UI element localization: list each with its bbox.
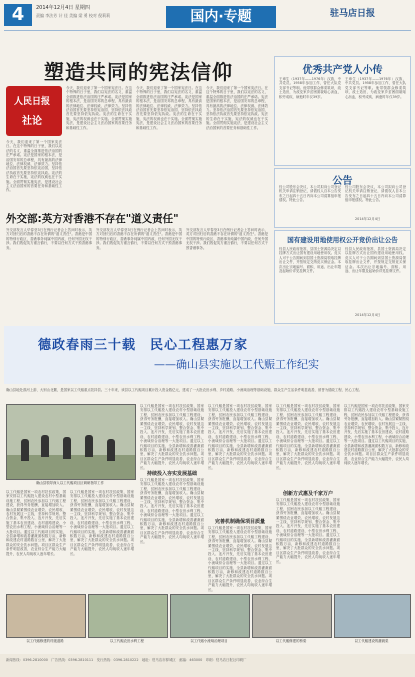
notice-body-col1: 经公司股东会决议，本公司拟向公司登记机关申请注销登记，请债权人自本公告发布之日起四十五日内向本公司清算组申报债权。特此公告。 xyxy=(279,185,341,203)
editorial-body-col1: 今天，我们迎来了第一个国家宪法日。在这个特殊的日子里，我们以宪法的名义，重温全面推进依法治国的庄严承诺。宪法是国家的根本法，是治国安邦的总章程，具有最高的法律地位、法律权威、法律效力。坚持依法治国首先要坚持依宪治国，坚持依法执政首先要坚持依宪执政。宪法的生命在于实施，宪法的权威也在于实施。全面贯彻实施宪法，是建设社会主义法治国家的首要任务和基础性工作。 xyxy=(66,86,132,130)
mfa-body-col3: 外交部发言人华春莹3日在例行记者会上答问时表示，英方对回归后的香港不存在所谓的"道义责任"。香港是中国的特别行政区，香港事务纯属中国内政，任何外国无权干涉。我们敦促英方谨言慎行，不要以任何方式干预香港事务。 xyxy=(186,228,268,250)
editor-credits: 责编 李法芳 计 佳 美编 梁 勇 校对 倪莉莉 xyxy=(36,13,111,18)
bottom-photo-4 xyxy=(252,594,332,638)
land-notice-body-col1: 经县人民政府批准，县国土资源局决定以挂牌方式出让国有建设用地使用权。竞买人可于公告期间到县国土资源局领取挂牌出让文件，并按规定交纳竞买保证金。本次出让宗地编号、面积、用途、出让年限及起始价详见挂牌文件。 xyxy=(279,247,341,274)
mfa-body-col1: 外交部发言人华春莹3日在例行记者会上答问时表示，英方对回归后的香港不存在所谓的"道义责任"。香港是中国的特别行政区，香港事务纯属中国内政，任何外国无权干涉。我们敦促英方谨言慎行，不要以任何方式干预香港事务。 xyxy=(6,228,92,250)
page-header xyxy=(0,0,415,48)
editorial-body-col2: 今天，我们迎来了第一个国家宪法日。在这个特殊的日子里，我们以宪法的名义，重温全面推进依法治国的庄严承诺。宪法是国家的根本法，是治国安邦的总章程，具有最高的法律地位、法律权威、法律效力。坚持依法治国首先要坚持依宪治国，坚持依法执政首先要坚持依宪执政。宪法的生命在于实施，宪法的权威也在于实施。全面贯彻实施宪法，是建设社会主义法治国家的首要任务和基础性工作。 xyxy=(136,86,202,130)
notice-body-col2: 经公司股东会决议，本公司拟向公司登记机关申请注销登记，请债权人自本公告发布之日起四十五日内向本公司清算组申报债权。特此公告。 xyxy=(345,185,406,203)
land-notice-title: 国有建设用地使用权公开竞价出让公告 xyxy=(287,236,398,244)
notice-box xyxy=(274,168,411,228)
feature-photo-caption: 确山县领导深入以工代赈项目区调研指导工作 xyxy=(36,481,104,485)
land-notice-body-col2: 经县人民政府批准，县国土资源局决定以挂牌方式出让国有建设用地使用权。竞买人可于公告期间到县国土资源局领取挂牌出让文件，并按规定交纳竞买保证金。本次出让宗地编号、面积、用途、出让年限及起始价详见挂牌文件。 xyxy=(345,247,406,274)
feature-body-col4b: 以工代赈是国家一项农村扶贫政策，国家安排以工代赈投入建设农村小型基础设施工程，贫困农民参加以工代赈工程建设，获得劳务报酬，直接增加收入。确山县紧紧围绕农业增效、农民增收、农村发展这一主线，坚持科学规划、整合资金、集中投入、连片开发，先后实施了基本农田建设、农村道路建设、小型农田水利工程、小流域综合治理等一大批项目。通过以工代赈项目的实施，全县新增和改善灌溉面积数万亩，新修和改建农村道路数百公里，解决了大批群众的安全饮水问题。项目区群众生产条件明显改善，农业综合生产能力大幅提升，农民人均纯收入逐年增长。 xyxy=(208,526,272,592)
feature-subheadline: ——确山县实施以工代赈工作纪实 xyxy=(154,358,319,371)
feature-subtitle-c: 创新方式惠及千家万户 xyxy=(282,491,333,497)
feature-subtitle-b: 完善机制确保项目质量 xyxy=(214,519,265,525)
bottom-caption-5: 以工代赈建设的灌溉渠 xyxy=(354,639,389,643)
mfa-body-col2: 外交部发言人华春莹3日在例行记者会上答问时表示，英方对回归后的香港不存在所谓的"道义责任"。香港是中国的特别行政区，香港事务纯属中国内政，任何外国无权干涉。我们敦促英方谨言慎行，不要以任何方式干预香港事务。 xyxy=(96,228,182,250)
section-title: 国内·专题 xyxy=(166,6,276,28)
photo-person xyxy=(85,435,93,457)
feature-photo xyxy=(6,404,136,480)
bottom-caption-2: 以工代赈农田水利工程 xyxy=(110,639,144,643)
photo-person xyxy=(63,437,71,459)
feature-body-col5b: 以工代赈是国家一项农村扶贫政策，国家安排以工代赈投入建设农村小型基础设施工程，贫困农民参加以工代赈工程建设，获得劳务报酬，直接增加收入。确山县紧紧围绕农业增效、农民增收、农村发展这一主线，坚持科学规划、整合资金、集中投入、连片开发，先后实施了基本农田建设、农村道路建设、小型农田水利工程、小流域综合治理等一大批项目。通过以工代赈项目的实施，全县新增和改善灌溉面积数万亩，新修和改建农村道路数百公里，解决了大批群众的安全饮水问题。项目区群众生产条件明显改善，农业综合生产能力大幅提升，农民人均纯收入逐年增长。 xyxy=(276,498,340,564)
land-notice-date: 2014年12月4日 xyxy=(355,313,381,317)
bottom-photo-5 xyxy=(334,594,411,638)
notice-date: 2014年12月4日 xyxy=(355,217,381,221)
profile-body-col1: 王章生（1937年——1976年）汉族，中共党员。1958年参加工作，曾任大队党支部书记等职。他带领群众修渠筑坝，改土造田，为改变家乡贫困面貌呕心沥血，积劳成疾，病逝时年仅39岁。 xyxy=(279,77,341,99)
feature-body-col3: 以工代赈是国家一项农村扶贫政策，国家安排以工代赈投入建设农村小型基础设施工程，贫困农民参加以工代赈工程建设，获得劳务报酬，直接增加收入。确山县紧紧围绕农业增效、农民增收、农村发展这一主线，坚持科学规划、整合资金、集中投入、连片开发，先后实施了基本农田建设、农村道路建设、小型农田水利工程、小流域综合治理等一大批项目。通过以工代赈项目的实施，全县新增和改善灌溉面积数万亩，新修和改建农村道路数百公里，解决了大批群众的安全饮水问题。项目区群众生产条件明显改善，农业综合生产能力大幅提升，农民人均纯收入逐年增长。 xyxy=(140,404,204,470)
bottom-caption-1: 以工代赈修建的村级道路 xyxy=(26,639,64,643)
header-divider xyxy=(4,30,411,31)
profile-box xyxy=(274,56,411,166)
feature-body-col4: 以工代赈是国家一项农村扶贫政策，国家安排以工代赈投入建设农村小型基础设施工程，贫困农民参加以工代赈工程建设，获得劳务报酬，直接增加收入。确山县紧紧围绕农业增效、农民增收、农村发展这一主线，坚持科学规划、整合资金、集中投入、连片开发，先后实施了基本农田建设、农村道路建设、小型农田水利工程、小流域综合治理等一大批项目。通过以工代赈项目的实施，全县新增和改善灌溉面积数万亩，新修和改建农村道路数百公里，解决了大批群众的安全饮水问题。项目区群众生产条件明显改善，农业综合生产能力大幅提升，农民人均纯收入逐年增长。 xyxy=(208,404,272,470)
feature-headline: 德政春雨三十载 民心工程惠万家 xyxy=(38,338,249,353)
stamp-label: 社论 xyxy=(22,116,42,127)
profile-title: 优秀共产党人小传 xyxy=(302,65,383,76)
feature-subtitle-a: 持续投入夯实发展基础 xyxy=(146,471,197,477)
feature-body-col2: 以工代赈是国家一项农村扶贫政策，国家安排以工代赈投入建设农村小型基础设施工程，贫困农民参加以工代赈工程建设，获得劳务报酬，直接增加收入。确山县紧紧围绕农业增效、农民增收、农村发展这一主线，坚持科学规划、整合资金、集中投入、连片开发，先后实施了基本农田建设、农村道路建设、小型农田水利工程、小流域综合治理等一大批项目。通过以工代赈项目的实施，全县新增和改善灌溉面积数万亩，新修和改建农村道路数百公里，解决了大批群众的安全饮水问题。项目区群众生产条件明显改善，农业综合生产能力大幅提升，农民人均纯收入逐年增长。 xyxy=(70,490,134,556)
editorial-stamp xyxy=(6,86,62,136)
issue-date: 2014年12月4日 星期四 xyxy=(36,5,90,11)
feature-body-col6: 以工代赈是国家一项农村扶贫政策，国家安排以工代赈投入建设农村小型基础设施工程，贫困农民参加以工代赈工程建设，获得劳务报酬，直接增加收入。确山县紧紧围绕农业增效、农民增收、农村发展这一主线，坚持科学规划、整合资金、集中投入、连片开发，先后实施了基本农田建设、农村道路建设、小型农田水利工程、小流域综合治理等一大批项目。通过以工代赈项目的实施，全县新增和改善灌溉面积数万亩，新修和改建农村道路数百公里，解决了大批群众的安全饮水问题。项目区群众生产条件明显改善，农业综合生产能力大幅提升，农民人均纯收入逐年增长。 xyxy=(344,404,409,466)
feature-banner xyxy=(4,326,411,384)
bottom-photo-2 xyxy=(88,594,168,638)
photo-person xyxy=(107,439,115,461)
page-footer xyxy=(0,654,415,677)
feature-body-col1: 以工代赈是国家一项农村扶贫政策，国家安排以工代赈投入建设农村小型基础设施工程，贫困农民参加以工代赈工程建设，获得劳务报酬，直接增加收入。确山县紧紧围绕农业增效、农民增收、农村发展这一主线，坚持科学规划、整合资金、集中投入、连片开发，先后实施了基本农田建设、农村道路建设、小型农田水利工程、小流域综合治理等一大批项目。通过以工代赈项目的实施，全县新增和改善灌溉面积数万亩，新修和改建农村道路数百公里，解决了大批群众的安全饮水问题。项目区群众生产条件明显改善，农业综合生产能力大幅提升，农民人均纯收入逐年增长。 xyxy=(6,490,66,556)
feature-intro: 确山县地处淮河上游、大别山北麓，是国家以工代赈重点扶持县。三十年来，该县以工代赈项目累计投入资金数亿元，建成了一大批农田水利、乡村道路、小流域治理等基础设施，群众生产生活条件明显改善，被誉为德政工程、民心工程。 xyxy=(6,388,363,392)
footer-text: 新闻热线：0396-2810000 广告热线：0396-2810111 发行热线：0396-2810222 地址：驻马店市驿城区 邮编：463000 印刷：驻马店日报社印刷厂 xyxy=(6,658,247,662)
mfa-headline: 外交部:英方对香港不存在"道义责任" xyxy=(6,213,179,225)
page-number: 4 xyxy=(4,4,32,26)
bottom-photo-1 xyxy=(6,594,86,638)
profile-body-col2: 王章生（1937年——1976年）汉族，中共党员。1958年参加工作，曾任大队党支部书记等职。他带领群众修渠筑坝，改土造田，为改变家乡贫困面貌呕心沥血，积劳成疾，病逝时年仅39岁。 xyxy=(345,77,406,99)
bottom-caption-4: 以工代赈修建的桥梁 xyxy=(275,639,307,643)
editorial-body-col3: 今天，我们迎来了第一个国家宪法日。在这个特殊的日子里，我们以宪法的名义，重温全面推进依法治国的庄严承诺。宪法是国家的根本法，是治国安邦的总章程，具有最高的法律地位、法律权威、法律效力。坚持依法治国首先要坚持依宪治国，坚持依法执政首先要坚持依宪执政。宪法的生命在于实施，宪法的权威也在于实施。全面贯彻实施宪法，是建设社会主义法治国家的首要任务和基础性工作。 xyxy=(206,86,268,130)
stamp-paper: 人民日报 xyxy=(14,97,51,107)
photo-person xyxy=(41,435,49,457)
bottom-photo-3 xyxy=(170,594,250,638)
notice-title: 公告 xyxy=(332,176,353,187)
feature-body-col5: 以工代赈是国家一项农村扶贫政策，国家安排以工代赈投入建设农村小型基础设施工程，贫困农民参加以工代赈工程建设，获得劳务报酬，直接增加收入。确山县紧紧围绕农业增效、农民增收、农村发展这一主线，坚持科学规划、整合资金、集中投入、连片开发，先后实施了基本农田建设、农村道路建设、小型农田水利工程、小流域综合治理等一大批项目。通过以工代赈项目的实施，全县新增和改善灌溉面积数万亩，新修和改建农村道路数百公里，解决了大批群众的安全饮水问题。项目区群众生产条件明显改善，农业综合生产能力大幅提升，农民人均纯收入逐年增长。 xyxy=(276,404,340,470)
photo-person xyxy=(21,439,29,461)
editorial-headline: 塑造共同的宪法信仰 xyxy=(44,60,233,84)
feature-body-col3b: 以工代赈是国家一项农村扶贫政策，国家安排以工代赈投入建设农村小型基础设施工程，贫困农民参加以工代赈工程建设，获得劳务报酬，直接增加收入。确山县紧紧围绕农业增效、农民增收、农村发展这一主线，坚持科学规划、整合资金、集中投入、连片开发，先后实施了基本农田建设、农村道路建设、小型农田水利工程、小流域综合治理等一大批项目。通过以工代赈项目的实施，全县新增和改善灌溉面积数万亩，新修和改建农村道路数百公里，解决了大批群众的安全饮水问题。项目区群众生产条件明显改善，农业综合生产能力大幅提升，农民人均纯收入逐年增长。 xyxy=(140,478,204,544)
paper-name: 驻马店日报 xyxy=(330,9,376,19)
land-notice-box xyxy=(274,230,411,324)
bottom-caption-3: 以工代赈小流域治理项目 xyxy=(190,639,228,643)
editorial-body-col0: 今天，我们迎来了第一个国家宪法日。在这个特殊的日子里，我们以宪法的名义，重温全面推进依法治国的庄严承诺。宪法是国家的根本法，是治国安邦的总章程，具有最高的法律地位、法律权威、法律效力。坚持依法治国首先要坚持依宪治国，坚持依法执政首先要坚持依宪执政。宪法的生命在于实施，宪法的权威也在于实施。全面贯彻实施宪法，是建设社会主义法治国家的首要任务和基础性工作。 xyxy=(6,140,62,193)
